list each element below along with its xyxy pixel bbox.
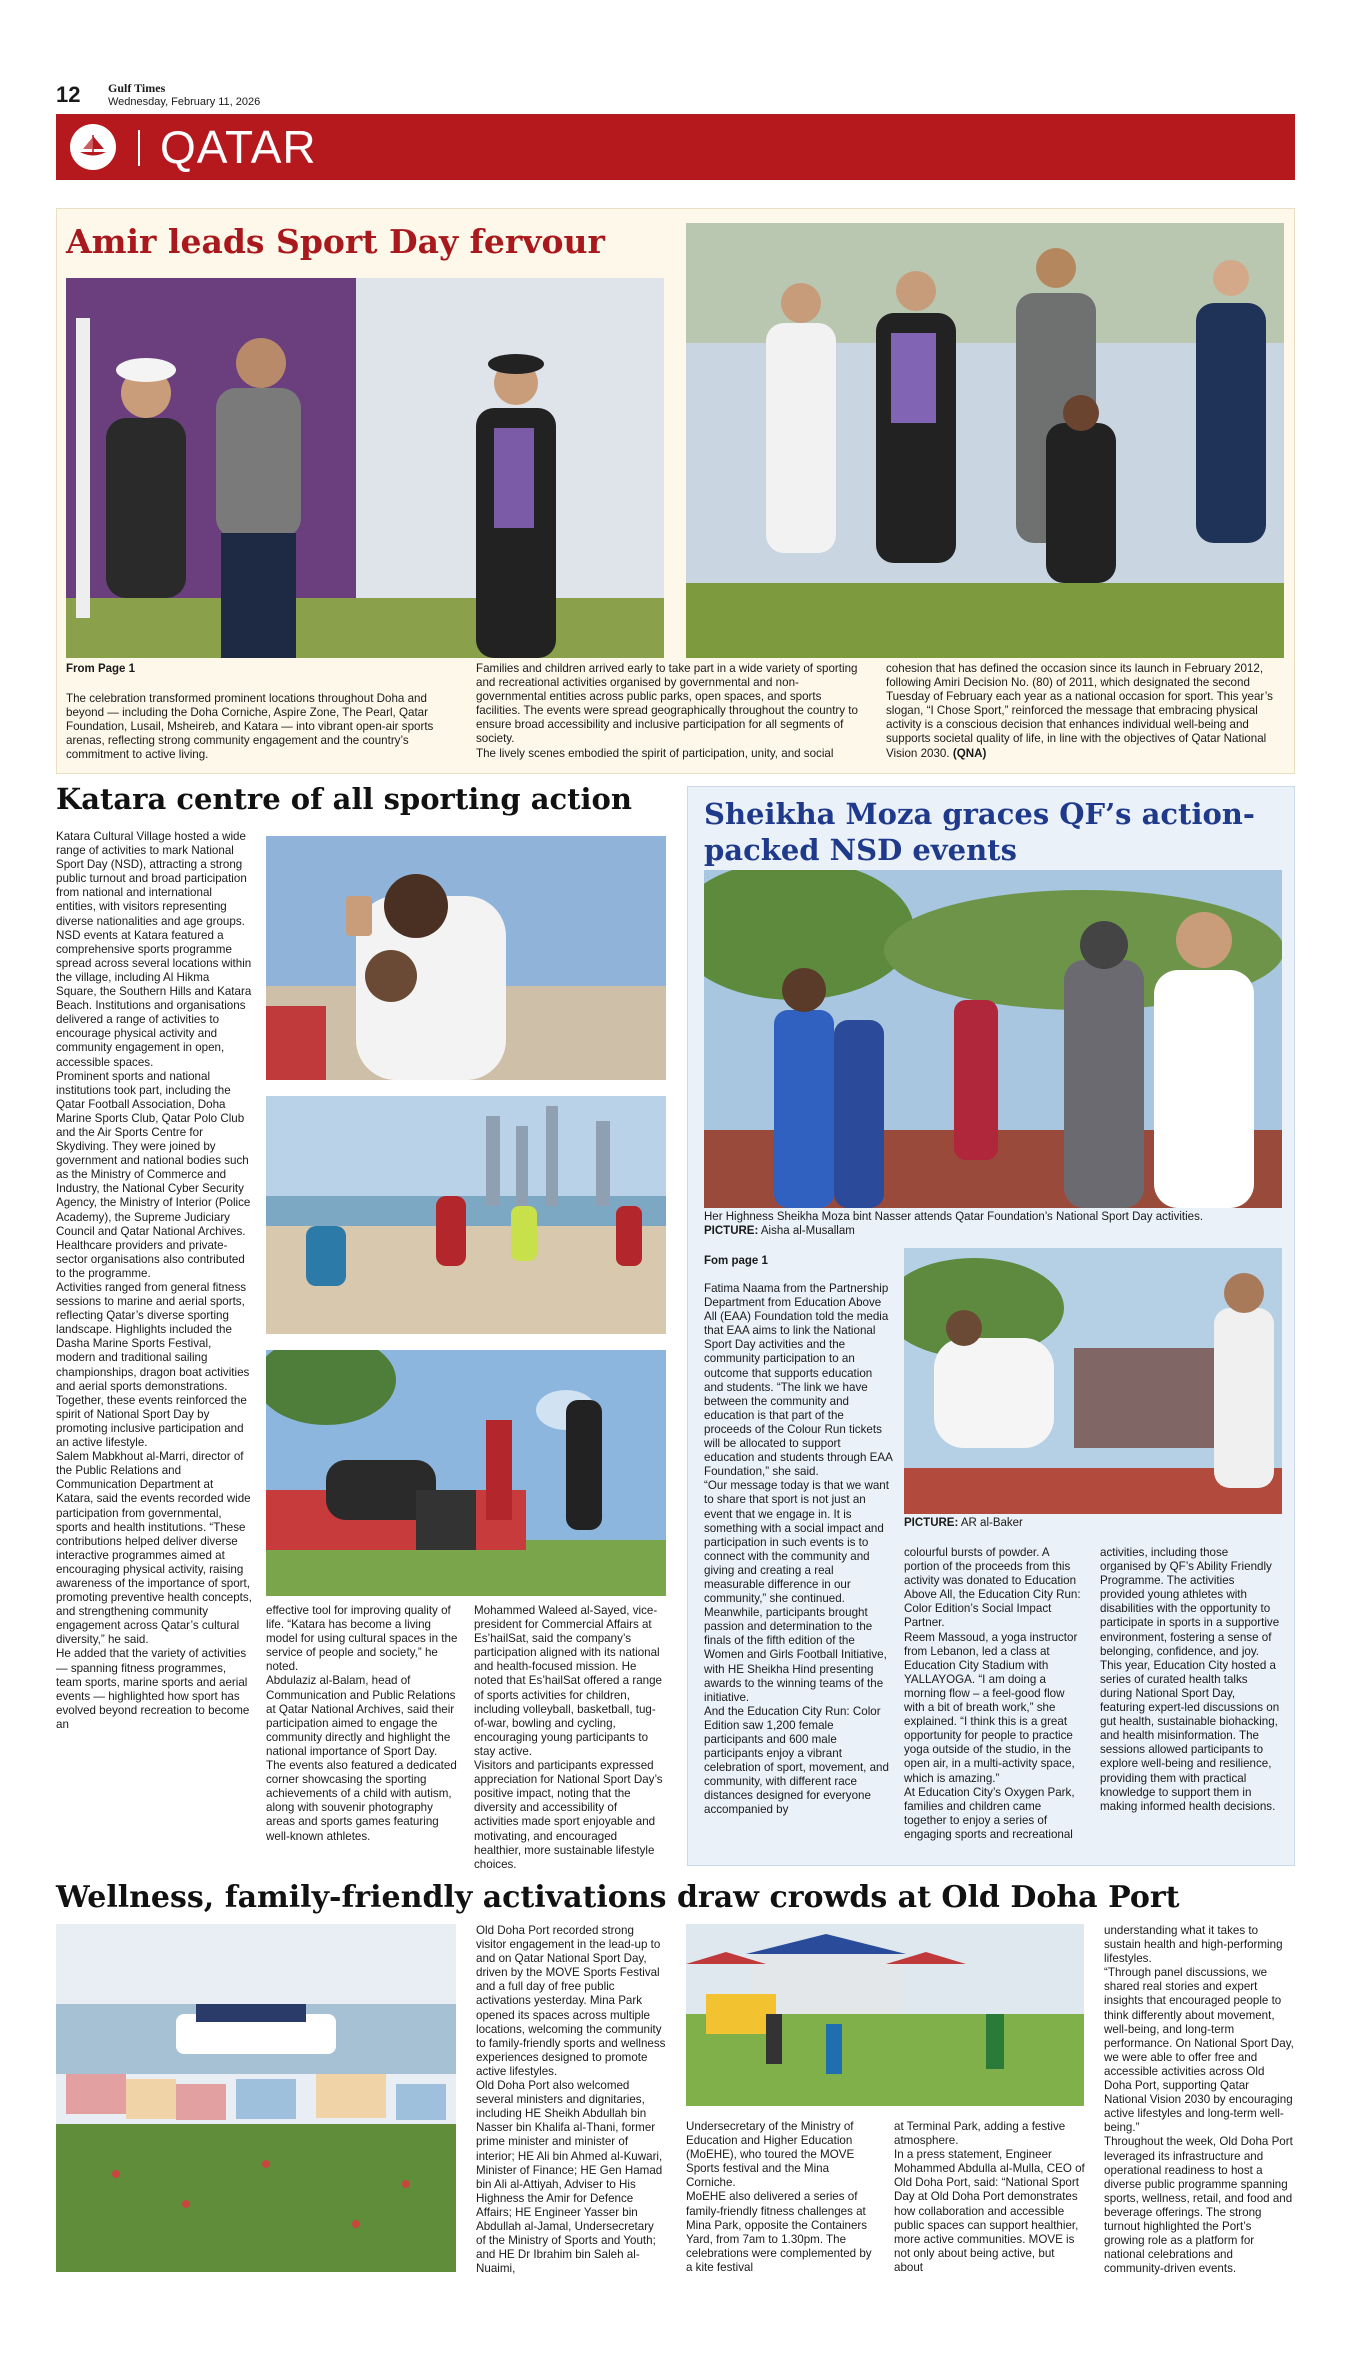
section-title: QATAR bbox=[160, 121, 317, 173]
port-headline: Wellness, family-friendly activations draw crowds at Old Doha Port bbox=[56, 1880, 1180, 1915]
photo-katara-beach-football bbox=[266, 1096, 666, 1334]
qf-headline: Sheikha Moza graces QF’s action-packed NSD events bbox=[704, 797, 1255, 867]
lead-col-3: cohesion that has defined the occasion since its launch in February 2012, following Amiri Decision No. (80) of 2011, which designated the second Tuesday of February each year as a national occasion for sport. This year’s slogan, “I Chose Sport,” reinforced the message that embracing physical activity is a conscious decision that enhances individual well-being and supports societal quality of life, in line with the objectives of Qatar National Vision 2030. (QNA) bbox=[886, 662, 1273, 760]
port-col-3: at Terminal Park, adding a festive atmosphere. In a press statement, Engineer Mohammed Abdulla al-Mulla, CEO of Old Doha Port, said: “National Sport Day at Old Doha Port demonstrates how collaboration and accessible public spaces can support healthier, more active communities. MOVE is not only about being active, but about bbox=[894, 2120, 1085, 2274]
dhow-boat-icon bbox=[70, 124, 116, 170]
photo-amir-trio bbox=[66, 278, 664, 658]
lead-headline: Amir leads Sport Day fervour bbox=[66, 222, 605, 261]
port-col-1: Old Doha Port recorded strong visitor engagement in the lead-up to and on Qatar National Sport Day, driven by the MOVE Sports Festival and a full day of free public activations yesterday. Mina Park opened its spaces across multiple locations, welcoming the community to family-friendly sports and wellness experiences designed to promote active lifestyles. Old Doha Port also welcomed several ministers and dignitaries, including HE Sheikh Abdullah bin Nasser bin Khalifa al-Thani, former prime minister and minister of interior; HE Ali bin Ahmed al-Kuwari, Minister of Finance; HE Gen Hamad bin Ali al-Attiyah, Adviser to His Highness the Amir for Defence Affairs; HE Engineer Yasser bin Abdullah al-Jamal, Undersecretary of the Ministry of Sports and Youth; and HE Dr Ibrahim bin Saleh al-Nuaimi, bbox=[476, 1924, 666, 2276]
katara-headline: Katara centre of all sporting action bbox=[56, 782, 632, 816]
photo-katara-selfie bbox=[266, 836, 666, 1080]
katara-col-2: effective tool for improving quality of life. “Katara has become a living model for using cultural spaces in the service of people and society,” he noted. Abdulaziz al-Balam, head of Communication and Public Relations at Qatar National Archives, said their participation aimed to engage the community directly and highlight the national importance of Sport Day. The events also featured a dedicated corner showcasing the sporting achievements of a child with autism, along with souvenir photography areas and sports games featuring well-known athletes. bbox=[266, 1604, 458, 1843]
qf-col-2: colourful bursts of powder. A portion of the proceeds from this activity was donated to Education Above All, the Education City Run: Color Edition’s Social Impact Partner. Reem Massoud, a yoga instructor from Lebanon, led a class at Education City Stadium with YALLAYOGA. “I am doing a morning flow – a feel-good flow with a bit of breath work,” she explained. “I think this is a great opportunity for people to practice yoga outside of the studio, in the open air, in a multi-activity space, which is amazing.” At Education City’s Oxygen Park, families and children came together to enjoy a series of engaging sports and recreational bbox=[904, 1546, 1081, 1841]
qf-photo-caption: Her Highness Sheikha Moza bint Nasser attends Qatar Foundation’s National Sport Day activities. bbox=[704, 1211, 1204, 1223]
credit-qna: (QNA) bbox=[952, 746, 987, 760]
banner-divider bbox=[138, 130, 140, 166]
masthead bbox=[108, 82, 260, 109]
jump-label: From Page 1 bbox=[66, 663, 136, 675]
photo-golf-group bbox=[686, 223, 1284, 658]
qf-col-1: Fatima Naama from the Partnership Department from Education Above All (EAA) Foundation told the media that EAA aims to link the National Sport Day activities and the community participation to an outcome that supports education and students. “The link we have between the community and education is that part of the proceeds of the Colour Run tickets will be allocated to support education and students through EAA Foundation,” she said. “Our message today is that we want to share that sport is not just an event that we engage in. It is something with a social impact and participation in such events is to connect with the community and giving and creating a real measurable difference in our community,” she continued. Meanwhile, participants brought passion and determination to the finals of the fifth edition of the Women and Girls Football Initiative, with HE Sheikha Hind presenting awards to the winning teams of the initiative. And the Education City Run: Color Edition saw 1,200 female participants and 600 male participants enjoy a vibrant celebration of sport, movement, and community, with different race distances designed for everyone accompanied by bbox=[704, 1282, 893, 1817]
qf-jump-label: Fom page 1 bbox=[704, 1255, 768, 1267]
page-number: 12 bbox=[56, 82, 81, 107]
katara-col-3: Mohammed Waleed al-Sayed, vice-president for Commercial Affairs at Es’hailSat, said the company’s participation aligned with its national and health-focused mission. He noted that Es’hailSat offered a range of sports activities for children, including volleyball, basketball, tug-of-war, bowling and cycling, encouraging young participants to stay active. Visitors and participants expressed appreciation for National Sport Day’s positive impact, noting that the diversity and accessibility of activities made sport enjoyable and motivating, and encouraged healthier, more sustainable lifestyle choices. bbox=[474, 1604, 663, 1871]
photo-qf-taekwondo bbox=[904, 1248, 1282, 1514]
katara-col-1: Katara Cultural Village hosted a wide range of activities to mark National Sport Day (NSD), attracting a strong public turnout and broad participation from national and international entities, with visitors representing diverse nationalities and age groups. NSD events at Katara featured a comprehensive sports programme spread across several locations within the village, including Al Hikma Square, the Southern Hills and Katara Beach. Institutions and organisations delivered a range of activities to encourage physical activity and community engagement in open, accessible spaces. Prominent sports and national institutions took part, including the Qatar Football Association, Doha Marine Sports Club, Qatar Polo Club and the Air Sports Centre for Skydiving. They were joined by government and national bodies such as the Ministry of Commerce and Industry, the National Cyber Security Agency, the Ministry of Interior (Police Academy), the Supreme Judiciary Council and Qatar National Archives. Healthcare providers and private-sector organisations also contributed to the programme. Activities ranged from general fitness sessions to marine and aerial sports, reflecting Qatar’s diverse sporting landscape. Highlights included the Dasha Marine Sports Festival, modern and traditional sailing championships, dragon boat activities and aerial sports demonstrations. Together, these events reinforced the spirit of National Sport Day by promoting inclusive participation and an active lifestyle. Salem Mabkhout al-Marri, director of the Public Relations and Communication Department at Katara, said the events recorded wide participation from governmental, sports and health institutions. “These contributions helped deliver diverse interactive programmes aimed at encouraging physical activity, raising awareness of the importance of sport, promoting preventive health concepts, and strengthening community engagement across Qatar’s cultural diversity,” he said. He added that the variety of activities — spanning fitness programmes, team sports, marine sports and aerial events — highlighted how sport has evolved beyond recreation to become an bbox=[56, 830, 252, 1731]
photo-old-doha-port bbox=[56, 1924, 456, 2272]
photo-katara-polo bbox=[266, 1350, 666, 1596]
lead-col-2: Families and children arrived early to take part in a wide variety of sporting and recreational activities organised by governmental and non-governmental entities across public parks, open spaces, and sports facilities. The events were spread geographically throughout the country to ensure broad accessibility and inclusive participation for all segments of society. The lively scenes embodied the spirit of participation, unity, and social bbox=[476, 662, 858, 760]
photo-sheikha-moza bbox=[704, 870, 1282, 1208]
qf-col-3: activities, including those organised by QF’s Ability Friendly Programme. The activities provided young athletes with disabilities with the opportunity to participate in sports in a supportive environment, fostering a sense of belonging, confidence, and joy. This year, Education City hosted a series of curated health talks during National Sport Day, featuring expert-led discussions on gut health, sustainable biohacking, and health misinformation. The sessions allowed participants to explore well-being and resilience, providing them with practical knowledge to support them in making informed health decisions. bbox=[1100, 1546, 1280, 1813]
qf-photo2-credit: PICTURE: AR al-Baker bbox=[904, 1517, 1023, 1529]
lead-col-1: The celebration transformed prominent locations throughout Doha and beyond — including the Doha Corniche, Aspire Zone, The Pearl, Qatar Foundation, Lusail, Msheireb, and Katara — into vibrant open-air sports arenas, reflecting strong community engagement and the country’s commitment to active living. bbox=[66, 692, 434, 762]
photo-port-activities bbox=[686, 1924, 1084, 2106]
issue-date: Wednesday, February 11, 2026 bbox=[108, 96, 261, 108]
port-col-2: Undersecretary of the Ministry of Education and Higher Education (MoEHE), who toured the MOVE Sports festival and the Mina Corniche. MoEHE also delivered a series of family-friendly fitness challenges at Mina Park, opposite the Containers Yard, from 7am to 1.30pm. The celebrations were complemented by a kite festival bbox=[686, 2120, 872, 2274]
qf-photo-credit: PICTURE: Aisha al-Musallam bbox=[704, 1225, 855, 1237]
port-col-4: understanding what it takes to sustain health and high-performing lifestyles. “Through panel discussions, we shared real stories and expert insights that encouraged people to think differently about movement, well-being, and long-term performance. On National Sport Day, we were able to offer free and accessible activities across Old Doha Port, supporting Qatar National Vision 2030 by encouraging active lifestyles and long-term well-being.” Throughout the week, Old Doha Port leveraged its infrastructure and operational readiness to host a diverse public programme spanning sports, wellness, retail, and food and beverage offerings. The strong turnout highlighted the Port’s growing role as a platform for national celebrations and community-driven events. bbox=[1104, 1924, 1294, 2276]
publication-name: Gulf Times bbox=[108, 81, 166, 95]
